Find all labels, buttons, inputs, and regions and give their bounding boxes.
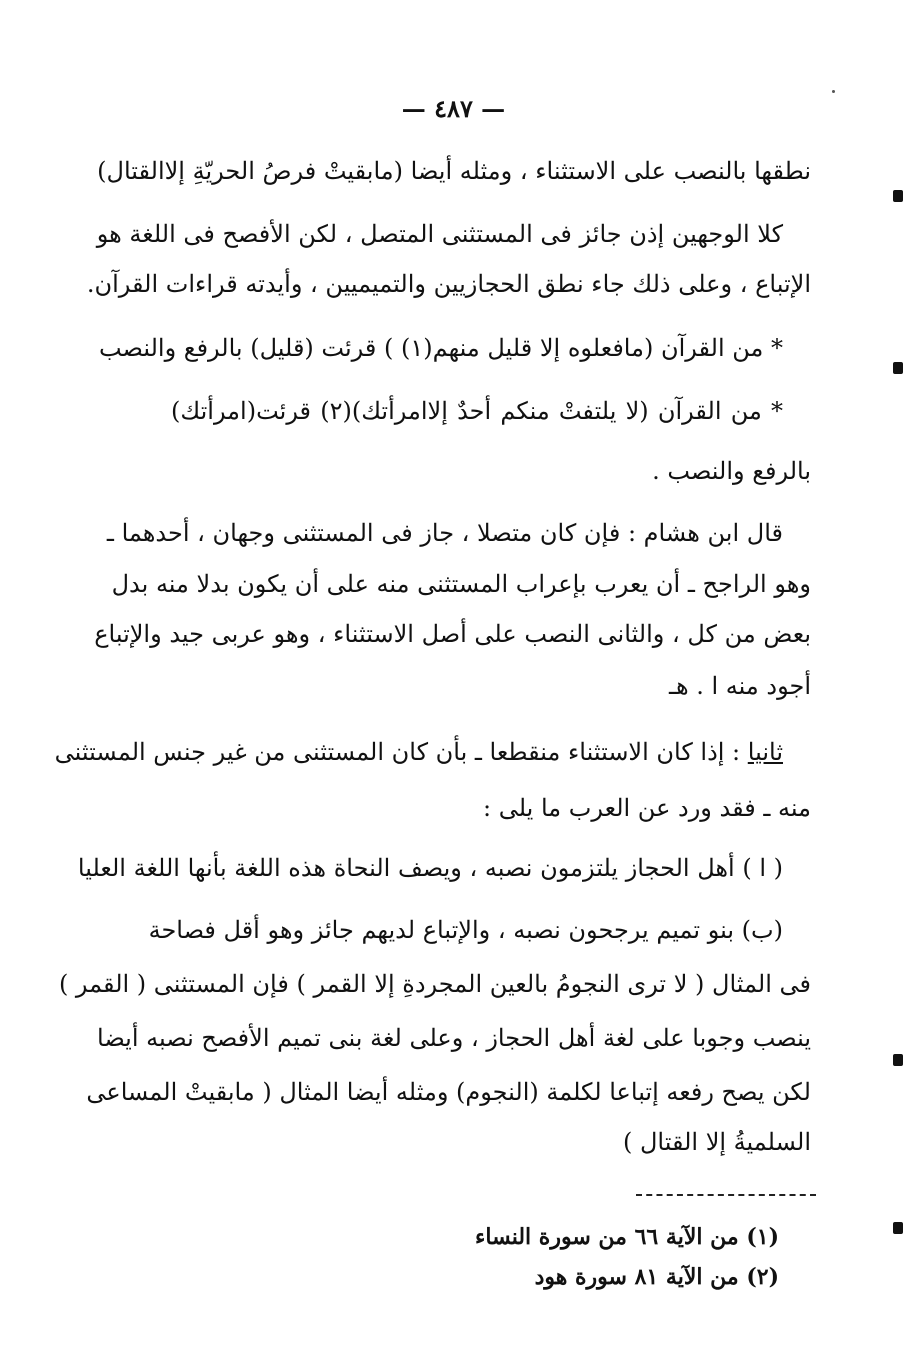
footnote: (٢) من الآية ٨١ سورة هود <box>534 1264 779 1290</box>
text-line: (ب) بنو تميم يرجحون نصبه ، والإتباع لديهم جائز وهو أقل فصاحة <box>148 916 783 944</box>
margin-mark <box>893 362 903 374</box>
text-line: بعض من كل ، والثانى النصب على أصل الاستثناء ، وهو عربى جيد والإتباع <box>94 620 811 648</box>
text-line: لكن يصح رفعه إتباعا لكلمة (النجوم) ومثله أيضا المثال ( مابقيتْ المساعى <box>86 1078 811 1106</box>
margin-mark <box>893 1222 903 1234</box>
text-line: منه ـ فقد ورد عن العرب ما يلى : <box>483 794 811 822</box>
text-line: ينصب وجوبا على لغة أهل الحجاز ، وعلى لغة بنى تميم الأفصح نصبه أيضا <box>97 1024 811 1052</box>
text-line: بالرفع والنصب . <box>652 457 811 485</box>
text-line: ( ا ) أهل الحجاز يلتزمون نصبه ، ويصف النحاة هذه اللغة بأنها اللغة العليا <box>77 854 783 882</box>
line-rest: : إذا كان الاستثناء منقطعا ـ بأن كان المستثنى من غير جنس المستثنى <box>54 738 748 766</box>
footnote-divider <box>636 1194 816 1196</box>
text-line: أجود منه ا . هـ <box>668 672 811 700</box>
footnote: (١) من الآية ٦٦ من سورة النساء <box>475 1224 779 1250</box>
text-line: * من القرآن (لا يلتفتْ منكم أحدٌ إلاامرأتك)(٢) قرئت(امرأتك) <box>171 397 783 425</box>
text-line: فى المثال ( لا ترى النجومُ بالعين المجردةِ إلا القمر ) فإن المستثنى ( القمر ) <box>58 970 811 998</box>
text-line: الإتباع ، وعلى ذلك جاء نطق الحجازيين والتميميين ، وأيدته قراءات القرآن. <box>86 270 811 298</box>
text-line: قال ابن هشام : فإن كان متصلا ، جاز فى المستثنى وجهان ، أحدهما ـ <box>106 519 783 547</box>
underlined-heading: ثانيا <box>747 738 783 766</box>
text-line: السلميةُ إلا القتال ) <box>622 1128 811 1156</box>
text-line: * من القرآن (مافعلوه إلا قليل منهم(١) ) قرئت (قليل) بالرفع والنصب <box>98 334 783 362</box>
margin-mark <box>893 190 903 202</box>
text-line: وهو الراجح ـ أن يعرب بإعراب المستثنى منه على أن يكون بدلا منه بدل <box>111 570 811 598</box>
speck <box>832 90 835 93</box>
text-line: نطقها بالنصب على الاستثناء ، ومثله أيضا (مابقيتْ فرصُ الحريّةِ إلاالقتال) <box>97 157 811 185</box>
text-line <box>54 734 783 770</box>
margin-mark <box>893 1054 903 1066</box>
text-line: كلا الوجهين إذن جائز فى المستثنى المتصل ، لكن الأفصح فى اللغة هو <box>96 220 783 248</box>
page-number: — ٤٨٧ — <box>401 94 506 123</box>
